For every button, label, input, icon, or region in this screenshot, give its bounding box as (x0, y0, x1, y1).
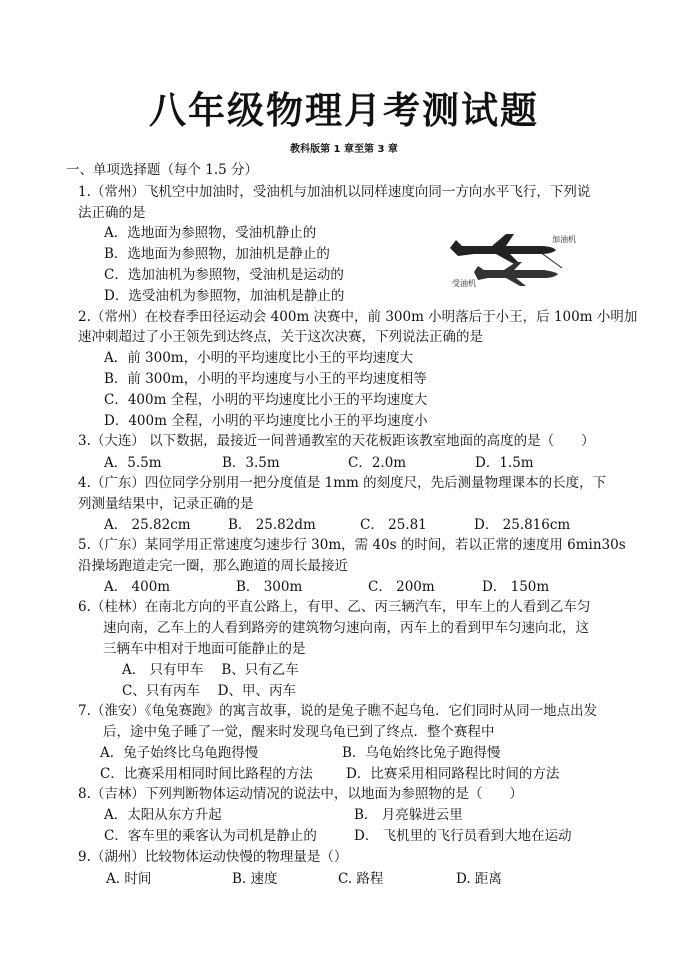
q2-option-c: C．400m 全程，小明的平均速度比小王的平均速度大 (104, 392, 428, 408)
q1-option-c: C．选加油机为参照物，受油机是运动的 (104, 267, 344, 283)
q1-stem-line1: 1.（常州）飞机空中加油时，受油机与加油机以同样速度向同一方向水平飞行，下列说 (78, 184, 591, 200)
q3-option-d: D．1.5m (475, 455, 534, 471)
q3-stem: 3.（大连） 以下数据，最接近一间普通教室的天花板距该教室地面的高度的是（ ） (78, 433, 595, 449)
q1-option-a: A．选地面为参照物，受油机静止的 (104, 225, 317, 241)
q4-option-b: B． 25.82dm (228, 517, 316, 533)
q9-option-a: A. 时间 (106, 871, 152, 887)
q4-option-d: D． 25.816cm (474, 517, 571, 533)
q9-option-c: C. 路程 (338, 871, 384, 887)
q7-stem-line1: 7.（淮安）《龟兔赛跑》的寓言故事，说的是兔子瞧不起乌龟．它们同时从同一地点出发 (78, 703, 598, 719)
q8-option-d: D． 飞机里的飞行员看到大地在运动 (354, 828, 572, 844)
q3-option-a: A．5.5m (104, 455, 162, 471)
q5-option-b: B． 300m (236, 579, 303, 595)
q2-option-d: D．400m 全程，小明的平均速度比小王的平均速度小 (104, 413, 428, 429)
q3-option-c: C．2.0m (348, 455, 407, 471)
q5-stem-line2: 沿操场跑道走完一圈，那么跑道的周长最接近 (78, 558, 348, 574)
q6-stem-line3: 三辆车中相对于地面可能静止的是 (103, 641, 306, 657)
q4-stem-line2: 列测量结果中，记录正确的是 (78, 496, 254, 512)
refueling-aircraft-figure (444, 228, 582, 288)
q8-option-c: C．客车里的乘客认为司机是静止的 (104, 828, 317, 844)
q2-option-a: A．前 300m，小明的平均速度比小王的平均速度大 (104, 350, 414, 366)
q6-options-ab: A． 只有甲车 B、只有乙车 (122, 662, 299, 678)
q8-option-a: A．太阳从东方升起 (104, 807, 222, 823)
q7-option-d: D．比赛采用相同路程比时间的方法 (346, 766, 560, 782)
q5-option-a: A． 400m (104, 579, 171, 595)
q2-stem-line2: 速冲刺超过了小王领先到达终点，关于这次决赛，下列说法正确的是 (78, 329, 483, 345)
section-heading: 一、单项选择题（每个 1.5 分） (66, 162, 259, 178)
q7-stem-line2: 后，途中兔子睡了一觉，醒来时发现乌龟已到了终点．整个赛程中 (103, 724, 495, 740)
q3-option-b: B．3.5m (222, 455, 280, 471)
q9-option-d: D. 距离 (456, 871, 502, 887)
receiver-label: 受油机 (452, 279, 476, 288)
q9-stem: 9.（湖州）比较物体运动快慢的物理量是（） (78, 849, 348, 865)
q1-stem-line2: 法正确的是 (78, 205, 146, 221)
q5-option-c: C． 200m (368, 579, 435, 595)
q1-option-b: B．选地面为参照物，加油机是静止的 (104, 246, 330, 262)
q7-option-b: B．乌龟始终比兔子跑得慢 (342, 745, 501, 761)
q5-stem-line1: 5.（广东）某同学用正常速度匀速步行 30m，需 40s 的时间，若以正常的速度用 6min30s (78, 537, 626, 553)
q9-option-b: B. 速度 (232, 871, 278, 887)
q8-stem: 8.（吉林）下列判断物体运动情况的说法中，以地面为参照物的是（ ） (78, 786, 523, 802)
q8-option-b: B． 月亮躲进云里 (354, 807, 463, 823)
q6-options-cd: C、只有丙车 D、甲、丙车 (122, 683, 296, 699)
tanker-label: 加油机 (552, 235, 576, 244)
q4-option-a: A． 25.82cm (104, 517, 191, 533)
q4-option-c: C． 25.81 (360, 517, 427, 533)
q4-stem-line1: 4.（广东）四位同学分别用一把分度值是 1mm 的刻度尺，先后测量物理课本的长度，下 (78, 475, 607, 491)
q7-option-a: A．兔子始终比乌龟跑得慢 (100, 745, 259, 761)
q2-option-b: B．前 300m，小明的平均速度与小王的平均速度相等 (104, 371, 427, 387)
q2-stem-line1: 2.（常州）在校春季田径运动会 400m 决赛中，前 300m 小明落后于小王，后 100m 小明加 (78, 309, 638, 325)
q5-option-d: D． 150m (482, 579, 550, 595)
page-subtitle: 教科版第 1 章至第 3 章 (290, 144, 398, 155)
page-title: 八年级物理月考测试题 (149, 88, 539, 132)
q7-option-c: C．比赛采用相同时间比路程的方法 (100, 766, 313, 782)
q6-stem-line2: 速向南，乙车上的人看到路旁的建筑物匀速向南，丙车上的看到甲车匀速向北，这 (103, 620, 589, 636)
q1-option-d: D．选受油机为参照物，加油机是静止的 (104, 288, 345, 304)
q6-stem-line1: 6.（桂林）在南北方向的平直公路上，有甲、乙、丙三辆汽车，甲车上的人看到乙车匀 (78, 599, 591, 615)
